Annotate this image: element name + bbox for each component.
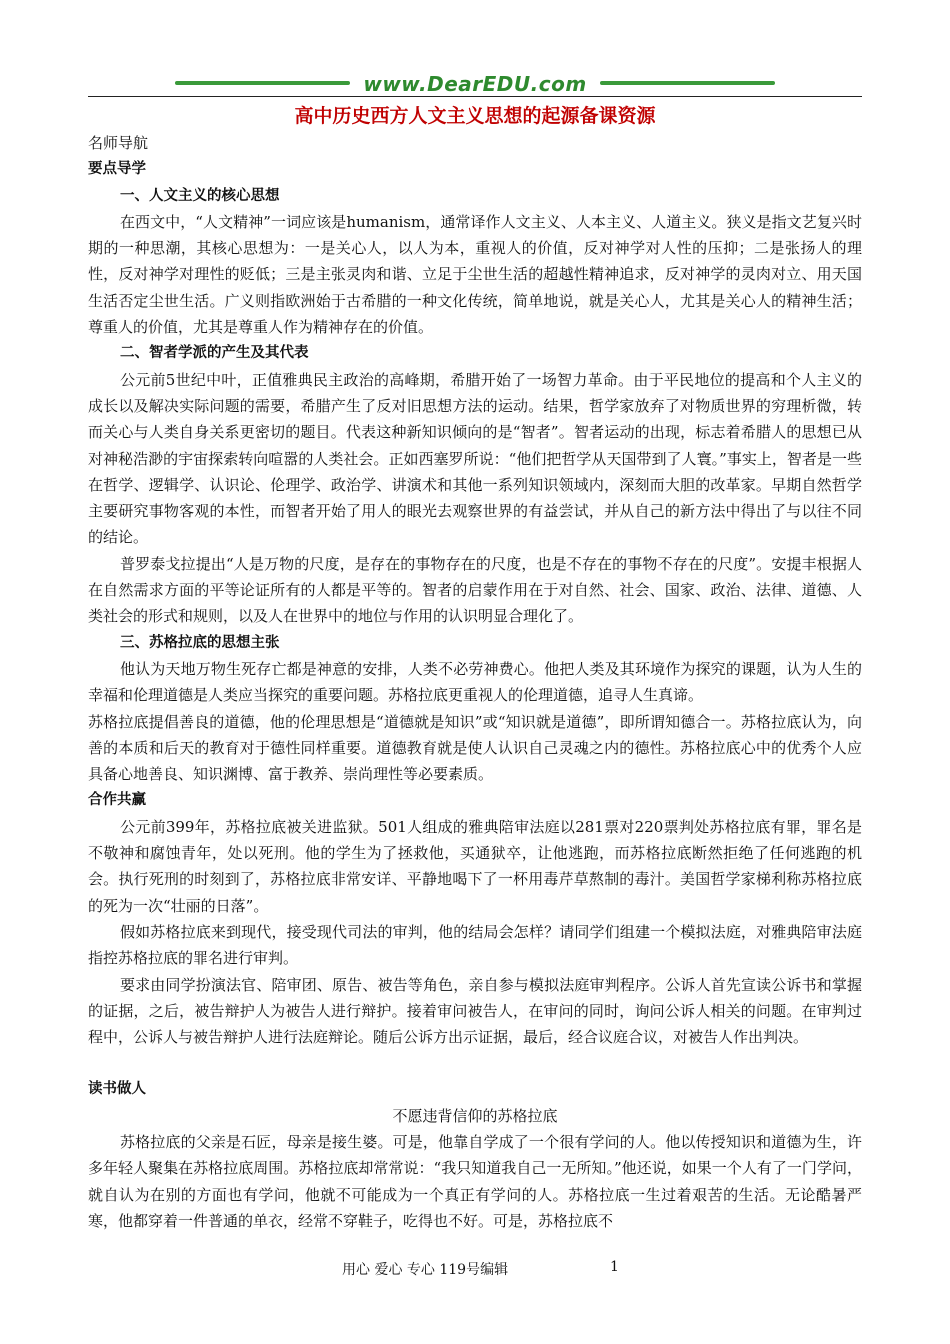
header-rule	[88, 96, 862, 97]
paragraph: 公元前399年，苏格拉底被关进监狱。501人组成的雅典陪审法庭以281票对220票判处苏格拉底有罪，罪名是不敬神和腐蚀青年，处以死刑。他的学生为了拯救他，买通狱卒，让他逃跑，而苏格拉底断然拒绝了任何逃跑的机会。执行死刑的时刻到了，苏格拉底非常安详、平静地喝下了一杯用毒芹草熬制的毒汁。美国哲学家梯利称苏格拉底的死为一次“壮丽的日落”。	[88, 817, 862, 915]
section-heading-key-points: 要点导学	[88, 161, 146, 178]
paragraph: 假如苏格拉底来到现代，接受现代司法的审判，他的结局会怎样？请同学们组建一个模拟法庭，对雅典陪审法庭指控苏格拉底的罪名进行审判。	[88, 922, 862, 968]
site-banner[interactable]	[175, 72, 775, 96]
document-body	[88, 130, 862, 1234]
paragraph: 在西文中，“人文精神”一词应该是humanism，通常译作人文主义、人本主义、人道主义。狭义是指文艺复兴时期的一种思潮，其核心思想为：一是关心人，以人为本，重视人的价值，反对神学对人性的压抑；二是张扬人的理性，反对神学对理性的贬低；三是主张灵肉和谐、立足于尘世生活的超越性精神追求，反对神学的灵肉对立、用天国生活否定尘世生活。广义则指欧洲始于古希腊的一种文化传统，简单地说，就是关心人，尤其是关心人的精神生活；尊重人的价值，尤其是尊重人作为精神存在的价值。	[88, 212, 862, 337]
footer-motto: 用心 爱心 专心 119号编辑	[342, 1262, 509, 1278]
blank-line	[88, 1050, 862, 1076]
section-heading-reading: 读书做人	[88, 1081, 146, 1098]
story-title: 不愿违背信仰的苏格拉底	[392, 1106, 558, 1125]
paragraph: 苏格拉底提倡善良的道德，他的伦理思想是“道德就是知识”或“知识就是道德”，即所谓知德合一。苏格拉底认为，向善的本质和后天的教育对于德性同样重要。道德教育就是使人认识自己灵魂之内的德性。苏格拉底心中的优秀个人应具备心地善良、知识渊博、富于教养、崇尚理性等必要素质。	[88, 712, 862, 784]
section-heading-cooperate: 合作共赢	[88, 792, 146, 809]
paragraph: 公元前5世纪中叶，正值雅典民主政治的高峰期，希腊开始了一场智力革命。由于平民地位的提高和个人主义的成长以及解决实际问题的需要，希腊产生了反对旧思想方法的运动。结果，哲学家放弃了对物质世界的穷理析微，转而关心与人类自身关系更密切的题目。代表这种新知识倾向的是“智者”。智者运动的出现，标志着希腊人的思想已从对神秘浩渺的宇宙探索转向喧嚣的人类社会。正如西塞罗所说：“他们把哲学从天国带到了人寰。”事实上，智者是一些在哲学、逻辑学、认识论、伦理学、政治学、讲演术和其他一系列知识领域内，深刻而大胆的改革家。早期自然哲学主要研究事物客观的本性，而智者开始了用人的眼光去观察世界的有益尝试，并从自己的新方法中得出了与以往不同的结论。	[88, 370, 862, 547]
subheading-humanism-core: 一、人文主义的核心思想	[120, 187, 280, 204]
paragraph: 苏格拉底的父亲是石匠，母亲是接生婆。可是，他靠自学成了一个很有学问的人。他以传授知识和道德为生，许多年轻人聚集在苏格拉底周围。苏格拉底却常常说：“我只知道我自己一无所知。”他还说，如果一个人有了一门学问，就自认为在别的方面也有学问，他就不可能成为一个真正有学问的人。苏格拉底一生过着艰苦的生活。无论酷暑严寒，他都穿着一件普通的单衣，经常不穿鞋子，吃得也不好。可是，苏格拉底不	[88, 1132, 862, 1230]
page-footer	[88, 1259, 862, 1279]
paragraph: 他认为天地万物生死存亡都是神意的安排，人类不必劳神费心。他把人类及其环境作为探究的课题，认为人生的幸福和伦理道德是人类应当探究的重要问题。苏格拉底更重视人的伦理道德，追寻人生真谛。	[88, 659, 862, 705]
paragraph: 普罗泰戈拉提出“人是万物的尺度，是存在的事物存在的尺度，也是不存在的事物不存在的尺度”。安提丰根据人在自然需求方面的平等论证所有的人都是平等的。智者的启蒙作用在于对自然、社会、国家、政治、法律、道德、人类社会的形式和规则，以及人在世界中的地位与作用的认识明显合理化了。	[88, 554, 862, 626]
subheading-socrates: 三、苏格拉底的思想主张	[120, 634, 280, 651]
subheading-sophists: 二、智者学派的产生及其代表	[120, 345, 309, 362]
page-number: 1	[610, 1259, 619, 1275]
site-name: www.DearEDU.com	[363, 72, 587, 96]
page-title: 高中历史西方人文主义思想的起源备课资源	[294, 105, 656, 127]
paragraph: 要求由同学扮演法官、陪审团、原告、被告等角色，亲自参与模拟法庭审判程序。公诉人首先宣读公诉书和掌握的证据，之后，被告辩护人为被告人进行辩护。接着审问被告人，在审问的同时，询问公诉人相关的问题。在审判过程中，公诉人与被告辩护人进行法庭辩论。随后公诉方出示证据，最后，经合议庭合议，对被告人作出判决。	[88, 975, 862, 1047]
teacher-nav-label: 名师导航	[88, 134, 149, 152]
